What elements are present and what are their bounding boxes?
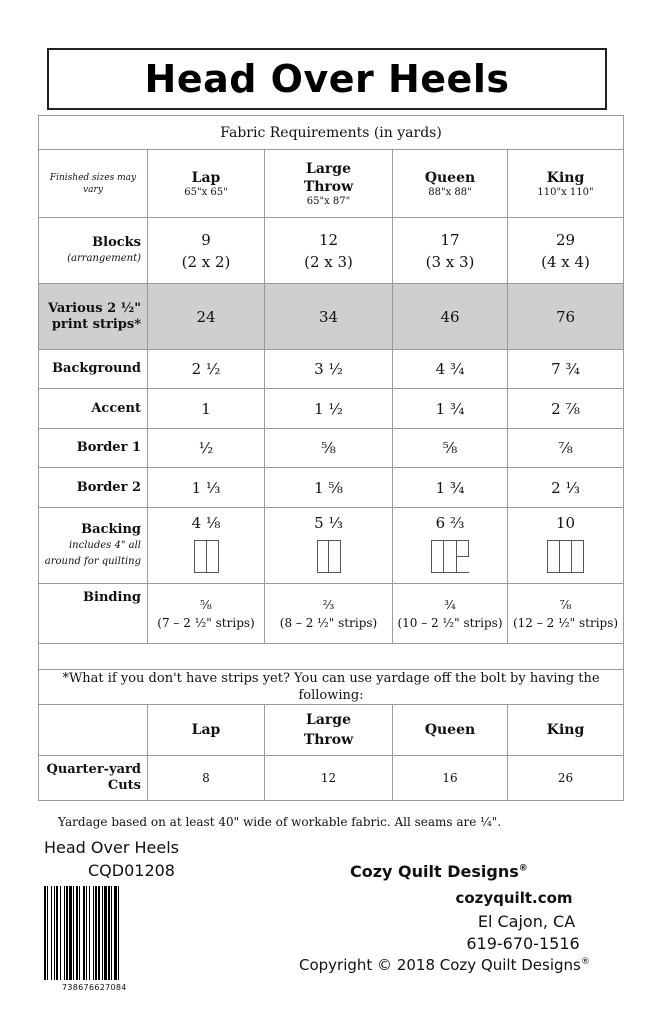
block-arrangement: (2 x 2) xyxy=(181,252,231,271)
backing-layout-diagram xyxy=(194,540,219,573)
row-label-quarter: Quarter-yard Cuts xyxy=(39,756,148,801)
cell xyxy=(508,584,624,644)
strips-row xyxy=(39,284,624,350)
page-title: Head Over Heels xyxy=(144,57,510,101)
row-label-background: Background xyxy=(39,350,148,389)
background-row xyxy=(39,350,624,389)
registered-mark: ® xyxy=(580,957,590,967)
col-name: Lap xyxy=(191,722,221,738)
cell xyxy=(393,508,508,584)
cell: 24 xyxy=(148,284,265,350)
block-arrangement: (2 x 3) xyxy=(304,252,353,271)
cell xyxy=(508,218,624,284)
cell: 1 ¾ xyxy=(393,468,508,508)
backing-layout-diagram xyxy=(547,540,584,573)
blocks-row xyxy=(39,218,624,284)
cell: 1 xyxy=(148,389,265,429)
col-name: King xyxy=(546,722,585,738)
binding-strips: (12 – 2 ½" strips) xyxy=(512,615,619,630)
block-count: 12 xyxy=(318,230,339,249)
col-dims: 110"x 110" xyxy=(537,187,594,198)
col-name: Large Throw xyxy=(303,161,354,195)
backing-value: 4 ⅛ xyxy=(191,514,221,532)
row-label-backing xyxy=(39,508,148,584)
binding-value: ⅞ xyxy=(559,597,572,612)
table-caption-row xyxy=(39,116,624,150)
row-label-binding: Binding xyxy=(39,584,148,644)
cell: 76 xyxy=(508,284,624,350)
backing-row xyxy=(39,508,624,584)
backing-layout-diagram xyxy=(317,540,341,573)
cell: ⅞ xyxy=(508,429,624,468)
cell xyxy=(265,584,393,644)
fabric-requirements-table xyxy=(38,115,624,801)
cell: 1 ⅓ xyxy=(148,468,265,508)
alt-col-queen xyxy=(393,705,508,756)
col-name: King xyxy=(546,170,585,186)
company-website: cozyquilt.com xyxy=(455,889,573,907)
yardage-footnote: Yardage based on at least 40" wide of workable fabric. All seams are ¼". xyxy=(58,815,502,829)
col-name: Queen xyxy=(424,170,476,186)
row-label-border2: Border 2 xyxy=(39,468,148,508)
quarter-row xyxy=(39,756,624,801)
copyright xyxy=(299,956,590,974)
cell xyxy=(148,218,265,284)
cell xyxy=(265,508,393,584)
col-dims: 88"x 88" xyxy=(428,187,472,198)
what-if-row xyxy=(39,670,624,705)
spacer-cell xyxy=(39,644,624,670)
cell: 7 ¾ xyxy=(508,350,624,389)
col-dims: 65"x 87" xyxy=(306,196,351,207)
company-phone: 619-670-1516 xyxy=(466,934,580,953)
row-label-accent: Accent xyxy=(39,389,148,429)
binding-strips: (8 – 2 ½" strips) xyxy=(279,615,378,630)
cell xyxy=(393,584,508,644)
barcode-icon xyxy=(44,886,169,980)
barcode-number: 738676627084 xyxy=(62,983,127,992)
col-header-king xyxy=(508,150,624,218)
header-row xyxy=(39,150,624,218)
cell: ⅝ xyxy=(393,429,508,468)
col-dims: 65"x 65" xyxy=(184,187,228,198)
what-if-text: *What if you don't have strips yet? You can use yardage off the bolt by having the following: xyxy=(39,670,624,705)
cell xyxy=(508,508,624,584)
cell: 4 ¾ xyxy=(393,350,508,389)
binding-value: ¾ xyxy=(444,597,456,612)
cell: 8 xyxy=(148,756,265,801)
alt-col-large-throw xyxy=(265,705,393,756)
col-header-large-throw xyxy=(265,150,393,218)
row-sublabel: includes 4" all around for quilting xyxy=(44,539,141,567)
cell: 2 ⅞ xyxy=(508,389,624,429)
row-label: Blocks xyxy=(92,234,141,250)
col-name: Queen xyxy=(424,722,476,738)
cell: 34 xyxy=(265,284,393,350)
registered-mark: ® xyxy=(518,863,528,874)
cell: 3 ½ xyxy=(265,350,393,389)
border2-row xyxy=(39,468,624,508)
row-label-border1: Border 1 xyxy=(39,429,148,468)
binding-value: ⅔ xyxy=(322,597,335,612)
cell xyxy=(148,508,265,584)
accent-row xyxy=(39,389,624,429)
backing-value: 6 ⅔ xyxy=(435,514,465,532)
binding-row xyxy=(39,584,624,644)
block-count: 29 xyxy=(555,230,576,249)
cell: 12 xyxy=(265,756,393,801)
row-label-strips: Various 2 ½" print strips* xyxy=(39,284,148,350)
cell: 1 ¾ xyxy=(393,389,508,429)
binding-strips: (10 – 2 ½" strips) xyxy=(397,615,503,630)
col-header-lap xyxy=(148,150,265,218)
product-code: CQD01208 xyxy=(88,861,175,880)
border1-row xyxy=(39,429,624,468)
row-sublabel: (arrangement) xyxy=(67,252,141,264)
company-name-text: Cozy Quilt Designs xyxy=(350,862,519,881)
col-name: Lap xyxy=(191,170,221,186)
cell: 1 ½ xyxy=(265,389,393,429)
cell: 46 xyxy=(393,284,508,350)
cell: 26 xyxy=(508,756,624,801)
backing-value: 10 xyxy=(555,514,576,532)
table-caption: Fabric Requirements (in yards) xyxy=(39,116,624,150)
alt-col-lap xyxy=(148,705,265,756)
alt-header-empty xyxy=(39,705,148,756)
row-label: Backing xyxy=(81,521,141,537)
company-city: El Cajon, CA xyxy=(477,912,576,931)
col-header-queen xyxy=(393,150,508,218)
col-name: Large Throw xyxy=(303,712,354,748)
cell: ⅝ xyxy=(265,429,393,468)
block-arrangement: (4 x 4) xyxy=(541,252,590,271)
backing-value: 5 ⅓ xyxy=(314,514,343,532)
binding-strips: (7 – 2 ½" strips) xyxy=(157,615,255,630)
cell xyxy=(148,584,265,644)
cell xyxy=(393,218,508,284)
product-name: Head Over Heels xyxy=(44,838,179,857)
row-label-blocks xyxy=(39,218,148,284)
sizes-note: Finished sizes may vary xyxy=(39,150,148,218)
title-box xyxy=(47,48,607,110)
cell: 1 ⅝ xyxy=(265,468,393,508)
backing-layout-diagram xyxy=(431,540,469,573)
binding-value: ⅝ xyxy=(200,597,212,612)
copyright-text: Copyright © 2018 Cozy Quilt Designs xyxy=(299,956,581,974)
block-arrangement: (3 x 3) xyxy=(425,252,475,271)
cell: 2 ½ xyxy=(148,350,265,389)
cell: 2 ⅓ xyxy=(508,468,624,508)
alt-col-king xyxy=(508,705,624,756)
cell xyxy=(265,218,393,284)
cell: 16 xyxy=(393,756,508,801)
cell: ½ xyxy=(148,429,265,468)
company-name xyxy=(350,862,528,881)
alt-header-row xyxy=(39,705,624,756)
block-count: 17 xyxy=(440,230,460,249)
spacer-row xyxy=(39,644,624,670)
block-count: 9 xyxy=(201,230,211,249)
